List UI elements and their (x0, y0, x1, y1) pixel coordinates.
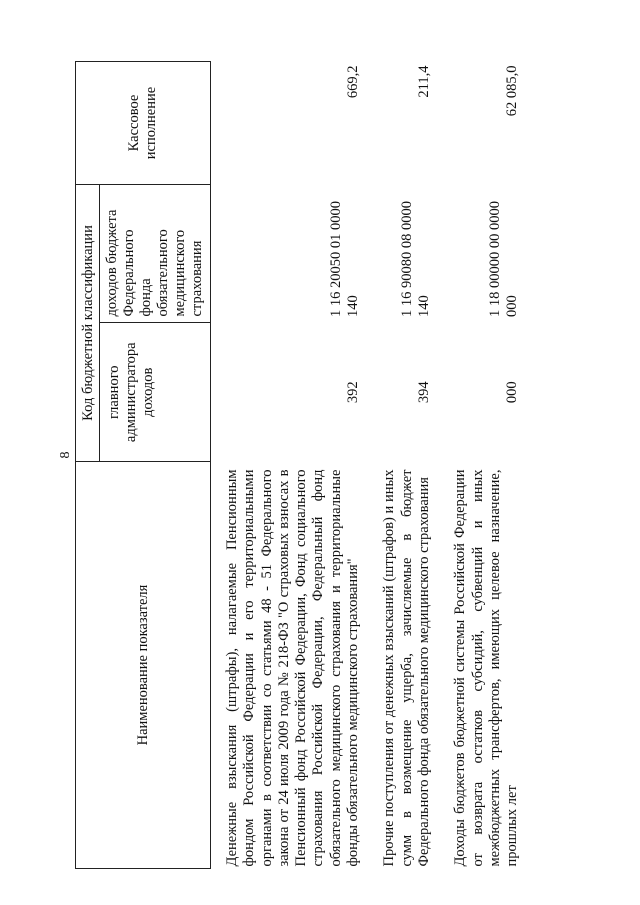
row-indicator-name: Доходы бюджетов бюджетной системы Российской Федерации от возврата остатков субсидий, субвенций и иных межбюджетных трансфертов, имеющих целевое назначение, прошлых лет (452, 469, 521, 867)
row-budget-code: 1 18 00000 00 0000 000 (486, 201, 521, 317)
row-amount: 669,2 (345, 65, 362, 99)
row-indicator-name: Денежные взыскания (штрафы), налагаемые Пенсионным фондом Российской Федерации и его территориальными органами в соответствии со статьями 48 - 51 Федерального закона от 24 июля 2009 года № 218-ФЗ "О страховых взносах в Пенсионный фонд Российской Федерации, Фонд социального страхования Российской Федерации, Федеральный фонд обязательного медицинского страхования и территориальные фонды обязательного медицинского страхования" (224, 469, 362, 867)
header-indicator-name: Наименование показателя (76, 462, 211, 869)
revenue-table (75, 61, 527, 869)
row-admin-code: 000 (504, 381, 521, 404)
table-row (368, 62, 439, 869)
row-indicator-name: Прочие поступления от денежных взысканий (штрафов) и иных сумм в возмещение ущерба, зачисляемые в бюджет Федерального фонда обязательного медицинского страхования (381, 469, 432, 867)
header-chief-administrator: главного администратора доходов (100, 323, 211, 462)
row-budget-code: 1 16 90080 08 0000 140 (398, 201, 432, 317)
row-amount: 62 085,0 (504, 65, 521, 117)
row-budget-code: 1 16 20050 01 0000 140 (327, 201, 362, 317)
rotated-page-content (75, 61, 595, 869)
header-classification-code: Код бюджетной классификации (76, 185, 100, 462)
page-number: 8 (58, 451, 73, 459)
table-row (211, 62, 369, 869)
table-row (439, 62, 527, 869)
header-cash-execution: Кассовое исполнение (76, 62, 211, 185)
header-fund-revenue-code: доходов бюджета Федерального фонда обязательного медицинского страхования (100, 185, 211, 324)
row-admin-code: 392 (345, 381, 362, 404)
row-amount: 211,4 (415, 65, 432, 98)
row-admin-code: 394 (415, 381, 432, 404)
